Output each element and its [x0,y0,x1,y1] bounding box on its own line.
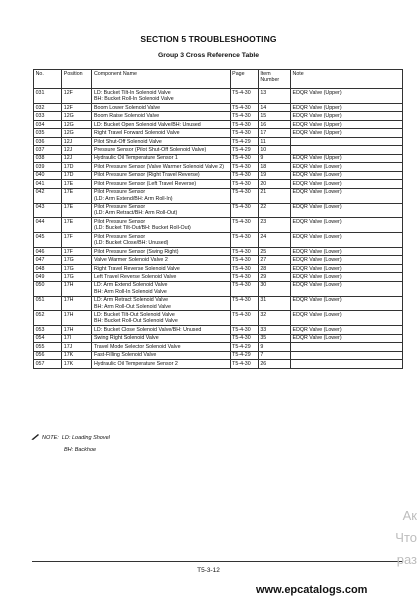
cell-component-name [92,163,230,171]
cell-item-number: 17 [258,129,290,137]
component-name-line: BH: Bucket Roll-In Solenoid Valve [93,96,174,103]
cell-no: 036 [34,137,62,145]
table-row [34,281,403,296]
cell-note: EDQR Valve (Upper) [290,103,402,111]
table-row [34,146,403,154]
cell-no: 043 [34,203,62,218]
component-name-line: Right Travel Reverse Solenoid Valve [93,265,180,272]
cell-no: 052 [34,311,62,326]
cell-position: 17E [62,203,92,218]
cell-page: T5-4-30 [230,264,258,272]
component-name-line: Right Travel Forward Solenoid Valve [93,130,180,137]
table-row [34,233,403,248]
table-row [34,218,403,233]
cell-component-name [92,311,230,326]
cell-no: 034 [34,120,62,128]
cell-item-number: 33 [258,326,290,334]
cell-note: EDQR Valve (Upper) [290,129,402,137]
cell-component-name [92,120,230,128]
cell-note: EDQR Valve (Lower) [290,233,402,248]
cell-no: 032 [34,103,62,111]
cell-no: 056 [34,351,62,359]
cell-note: EDQR Valve (Lower) [290,188,402,203]
cell-no: 047 [34,256,62,264]
cell-component-name [92,281,230,296]
component-name-line: Hydraulic Oil Temperature Sensor 2 [93,360,178,367]
cell-no: 040 [34,171,62,179]
cell-item-number: 27 [258,256,290,264]
component-name-line: Fast-Filling Solenoid Valve [93,352,157,359]
cell-note: EDQR Valve (Upper) [290,154,402,162]
cell-note [290,351,402,359]
component-name-line: BH: Bucket Roll-Out Solenoid Valve [93,318,178,325]
cell-component-name [92,296,230,311]
component-name-line: Pilot Pressure Sensor (Left Travel Reverse) [93,180,197,187]
cell-page: T5-4-30 [230,256,258,264]
cell-item-number: 11 [258,137,290,145]
cell-position: 17H [62,296,92,311]
component-name-line: LD: Arm Retract Solenoid Valve [93,297,169,304]
component-name-line: Pilot Pressure Sensor (Right Travel Reverse) [93,172,200,179]
note-block [31,433,110,453]
cell-page: T5-4-30 [230,180,258,188]
overlay-ghost-line-3: раз [396,552,417,567]
cell-position: 17G [62,264,92,272]
cell-note: EDQR Valve (Lower) [290,273,402,281]
column-header-item-number: Item Number [258,70,290,89]
cell-component-name [92,188,230,203]
cell-component-name [92,89,230,104]
cell-position: 17F [62,247,92,255]
component-name-line: BH: Arm Roll-In Solenoid Valve [93,288,167,295]
table-row [34,129,403,137]
cell-position: 12G [62,120,92,128]
cell-component-name [92,171,230,179]
cell-item-number: 29 [258,273,290,281]
cell-item-number: 10 [258,146,290,154]
cell-position: 17G [62,256,92,264]
footer-rule [32,561,403,562]
table-row [34,112,403,120]
table-row [34,247,403,255]
cell-no: 042 [34,188,62,203]
cell-component-name [92,103,230,111]
cell-position: 12F [62,103,92,111]
note-label: NOTE: [42,435,59,441]
cell-component-name [92,351,230,359]
cell-no: 046 [34,247,62,255]
cell-note [290,137,402,145]
component-name-line: LD: Bucket Tilt-Out Solenoid Valve [93,312,175,319]
table-row [34,296,403,311]
table-row [34,154,403,162]
note-line-1: LD: Loading Shovel [61,435,110,441]
cell-component-name [92,273,230,281]
cell-position: 12G [62,112,92,120]
table-row [34,171,403,179]
cell-item-number: 30 [258,281,290,296]
cross-reference-table [33,69,403,369]
cell-position: 17J [62,343,92,351]
cell-no: 053 [34,326,62,334]
table-row [34,256,403,264]
cell-note: EDQR Valve (Lower) [290,264,402,272]
component-name-line: (LD: Arm Retract/BH: Arm Roll-Out) [93,210,178,217]
cell-item-number: 21 [258,188,290,203]
cell-no: 033 [34,112,62,120]
table-row [34,137,403,145]
table-row [34,311,403,326]
watermark-url: www.epcatalogs.com [256,584,368,596]
cell-page: T5-4-29 [230,343,258,351]
table-header-row [34,70,403,89]
column-header-component-name: Component Name [92,70,230,89]
cell-note: EDQR Valve (Upper) [290,120,402,128]
component-name-line: Swing Right Solenoid Valve [93,335,159,342]
cell-component-name [92,247,230,255]
table-row [34,360,403,368]
cell-position: 17D [62,171,92,179]
cell-position: 17H [62,311,92,326]
component-name-line: Left Travel Reverse Solenoid Valve [93,273,177,280]
cell-position: 12F [62,89,92,104]
table-row [34,89,403,104]
cell-page: T5-4-30 [230,203,258,218]
cell-note [290,343,402,351]
cell-page: T5-4-30 [230,360,258,368]
cell-component-name [92,334,230,342]
cell-page: T5-4-30 [230,233,258,248]
column-header-page: Page [230,70,258,89]
cell-position: 17H [62,281,92,296]
cell-position: 17D [62,163,92,171]
cell-position: 17K [62,351,92,359]
cell-note: EDQR Valve (Lower) [290,296,402,311]
cell-note: EDQR Valve (Lower) [290,247,402,255]
table-row [34,103,403,111]
cell-note: EDQR Valve (Lower) [290,281,402,296]
cell-no: 051 [34,296,62,311]
cell-item-number: 16 [258,120,290,128]
cell-item-number: 19 [258,171,290,179]
table-row [34,343,403,351]
cell-note: EDQR Valve (Lower) [290,256,402,264]
cell-no: 031 [34,89,62,104]
overlay-ghost-line-2: Что [395,530,417,545]
component-name-line: LD: Bucket Open Solenoid Valve/BH: Unused [93,121,201,128]
cell-no: 038 [34,154,62,162]
table-row [34,351,403,359]
cell-component-name [92,343,230,351]
component-name-line: LD: Bucket Tilt-In Solenoid Valve [93,89,171,96]
table-row [34,264,403,272]
cell-page: T5-4-30 [230,281,258,296]
cell-component-name [92,360,230,368]
cell-no: 045 [34,233,62,248]
cell-page: T5-4-30 [230,112,258,120]
cell-item-number: 7 [258,351,290,359]
cell-page: T5-4-30 [230,103,258,111]
cell-item-number: 22 [258,203,290,218]
cell-item-number: 35 [258,334,290,342]
cell-no: 049 [34,273,62,281]
cell-item-number: 26 [258,360,290,368]
component-name-line: BH: Arm Roll-Out Solenoid Valve [93,303,172,310]
cell-item-number: 18 [258,163,290,171]
cell-position: 12J [62,137,92,145]
cell-note: EDQR Valve (Upper) [290,89,402,104]
cell-page: T5-4-30 [230,326,258,334]
cell-position: 17I [62,334,92,342]
cell-note: EDQR Valve (Lower) [290,334,402,342]
cell-position: 12J [62,146,92,154]
cell-page: T5-4-30 [230,296,258,311]
component-name-line: Valve Warmer Solenoid Valve 2 [93,257,168,264]
component-name-line: Pilot Shut-Off Solenoid Valve [93,138,162,145]
cell-note: EDQR Valve (Lower) [290,180,402,188]
component-name-line: Travel Mode Selector Solenoid Valve [93,343,181,350]
cell-item-number: 31 [258,296,290,311]
cell-no: 048 [34,264,62,272]
cell-position: 17E [62,180,92,188]
cell-no: 035 [34,129,62,137]
cell-no: 037 [34,146,62,154]
component-name-line: Boom Lower Solenoid Valve [93,104,161,111]
cell-note: EDQR Valve (Lower) [290,163,402,171]
cell-page: T5-4-30 [230,188,258,203]
cell-note: EDQR Valve (Lower) [290,326,402,334]
component-name-line: Pilot Pressure Sensor [93,189,146,196]
cell-page: T5-4-30 [230,273,258,281]
cell-page: T5-4-29 [230,351,258,359]
cell-item-number: 24 [258,233,290,248]
table-row [34,163,403,171]
cell-note: EDQR Valve (Lower) [290,311,402,326]
component-name-line: Pilot Pressure Sensor [93,233,146,240]
component-name-line: Pressure Sensor (Pilot Shut-Off Solenoid Valve) [93,146,207,153]
cell-no: 050 [34,281,62,296]
cell-page: T5-4-29 [230,146,258,154]
cell-note [290,360,402,368]
cell-no: 057 [34,360,62,368]
cell-no: 054 [34,334,62,342]
cell-item-number: 13 [258,89,290,104]
cell-item-number: 9 [258,343,290,351]
cell-component-name [92,112,230,120]
cell-position: 17E [62,188,92,203]
cell-component-name [92,154,230,162]
cell-component-name [92,129,230,137]
cell-component-name [92,264,230,272]
pencil-icon [31,433,40,440]
cell-component-name [92,137,230,145]
cell-position: 17G [62,273,92,281]
cell-page: T5-4-29 [230,137,258,145]
cell-item-number: 25 [258,247,290,255]
component-name-line: Hydraulic Oil Temperature Sensor 1 [93,155,178,162]
component-name-line: (LD: Bucket Tilt-Out/BH: Bucket Roll-Out) [93,225,191,232]
component-name-line: Pilot Pressure Sensor (Valve Warmer Solenoid Valve 2) [93,163,224,170]
cell-position: 12G [62,129,92,137]
note-line-2: BH: Backhoe [64,447,97,453]
table-row [34,120,403,128]
cell-page: T5-4-30 [230,120,258,128]
cell-item-number: 9 [258,154,290,162]
cell-note: EDQR Valve (Lower) [290,171,402,179]
cell-note [290,146,402,154]
cell-position: 17K [62,360,92,368]
component-name-line: (LD: Bucket Close/BH: Unused) [93,240,169,247]
cell-page: T5-4-30 [230,334,258,342]
cell-item-number: 14 [258,103,290,111]
cell-page: T5-4-30 [230,218,258,233]
component-name-line: LD: Arm Extend Solenoid Valve [93,282,168,289]
cell-position: 17F [62,233,92,248]
cell-page: T5-4-30 [230,311,258,326]
cell-item-number: 23 [258,218,290,233]
cell-component-name [92,146,230,154]
cell-position: 12J [62,154,92,162]
cell-item-number: 32 [258,311,290,326]
cell-component-name [92,326,230,334]
cell-item-number: 15 [258,112,290,120]
table-row [34,203,403,218]
cell-item-number: 28 [258,264,290,272]
cell-note: EDQR Valve (Upper) [290,112,402,120]
cell-component-name [92,233,230,248]
component-name-line: Pilot Pressure Sensor (Swing Right) [93,248,179,255]
cell-component-name [92,218,230,233]
cell-position: 17H [62,326,92,334]
page-number: T5-3-12 [197,567,220,574]
cell-note: EDQR Valve (Lower) [290,203,402,218]
cell-no: 044 [34,218,62,233]
component-name-line: Boom Raise Solenoid Valve [93,113,160,120]
cell-note: EDQR Valve (Lower) [290,218,402,233]
table-row [34,180,403,188]
cell-page: T5-4-30 [230,247,258,255]
cell-item-number: 20 [258,180,290,188]
cell-page: T5-4-30 [230,129,258,137]
cell-page: T5-4-30 [230,89,258,104]
component-name-line: Pilot Pressure Sensor [93,218,146,225]
group-title: Group 3 Cross Reference Table [157,52,260,59]
table-row [34,334,403,342]
component-name-line: (LD: Arm Extend/BH: Arm Roll-In) [93,195,173,202]
cell-component-name [92,256,230,264]
cell-no: 041 [34,180,62,188]
cell-component-name [92,180,230,188]
table-row [34,188,403,203]
cell-page: T5-4-30 [230,154,258,162]
cell-position: 17E [62,218,92,233]
cell-no: 055 [34,343,62,351]
component-name-line: Pilot Pressure Sensor [93,204,146,211]
cell-page: T5-4-30 [230,163,258,171]
column-header-no: No. [34,70,62,89]
cell-component-name [92,203,230,218]
table-row [34,326,403,334]
column-header-position: Position [62,70,92,89]
cell-no: 039 [34,163,62,171]
table-row [34,273,403,281]
section-title: SECTION 5 TROUBLESHOOTING [140,34,277,44]
overlay-ghost-line-1: Ак [402,508,417,523]
component-name-line: LD: Bucket Close Solenoid Valve/BH: Unused [93,326,202,333]
column-header-note: Note [290,70,402,89]
cell-page: T5-4-30 [230,171,258,179]
